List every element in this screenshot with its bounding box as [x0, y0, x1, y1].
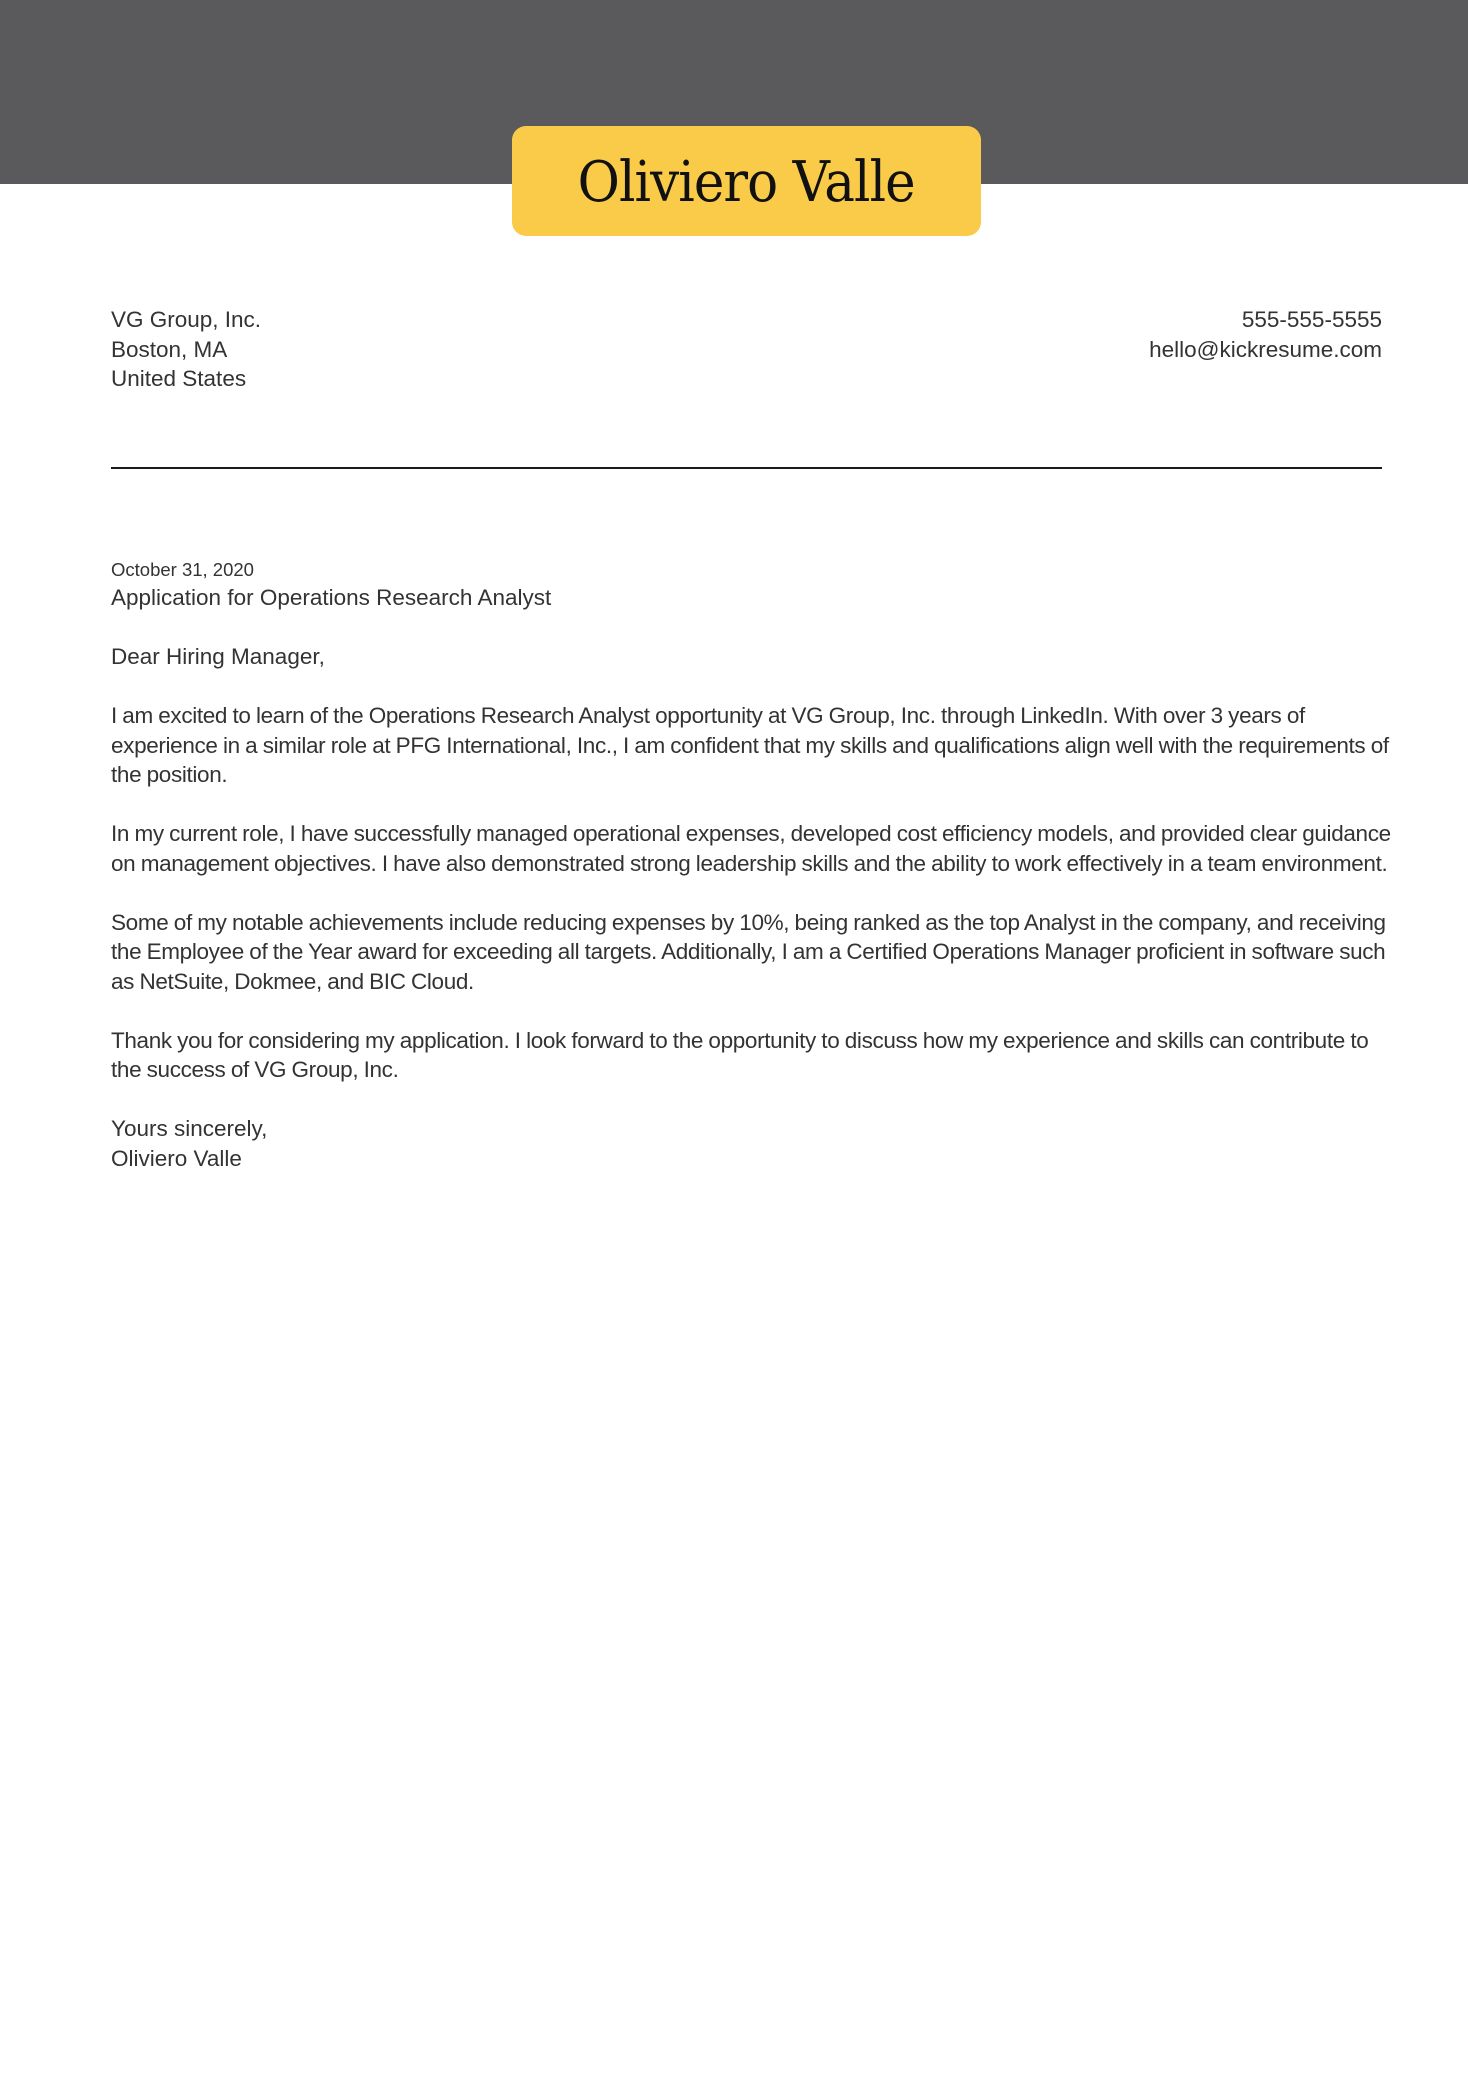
contact-info — [1149, 305, 1382, 364]
recipient-city: Boston, MA — [111, 336, 228, 362]
letter-body — [111, 557, 1391, 1173]
section-divider — [111, 467, 1382, 469]
contact-phone: 555-555-5555 — [1241, 307, 1382, 332]
letter-subject: Application for Operations Research Analyst — [111, 585, 552, 610]
recipient-company: VG Group, Inc. — [111, 307, 262, 332]
letter-paragraph: Thank you for considering my application. I look forward to the opportunity to discuss how my experience and skills can contribute to the success of VG Group, Inc. — [111, 1027, 1369, 1082]
contact-email: hello@kickresume.com — [1149, 336, 1382, 362]
letter-paragraph: Some of my notable achievements include reducing expenses by 10%, being ranked as the top Analyst in the company, and receiving the Employee of the Year award for exceeding all targets. Additionally, I am a Certified Operations Manager proficient in software such as NetSuite, Dokmee, and BIC Cloud. — [111, 909, 1386, 994]
letter-date: October 31, 2020 — [111, 559, 254, 580]
letter-salutation: Dear Hiring Manager, — [111, 644, 325, 669]
recipient-address — [111, 305, 261, 394]
name-badge — [512, 126, 981, 236]
applicant-name: Oliviero Valle — [577, 150, 916, 215]
letter-closing: Yours sincerely, — [111, 1116, 268, 1141]
letter-paragraph: I am excited to learn of the Operations Research Analyst opportunity at VG Group, Inc. through LinkedIn. With over 3 years of experience in a similar role at PFG International, Inc., I am confident that my skills and qualifications align well with the requirements of the position. — [111, 703, 1389, 787]
recipient-country: United States — [111, 366, 247, 391]
letter-paragraph: In my current role, I have successfully managed operational expenses, developed cost efficiency models, and provided clear guidance on management objectives. I have also demonstrated strong leadership skills and the ability to work effectively in a team environment. — [111, 821, 1391, 876]
letter-signature: Oliviero Valle — [111, 1145, 242, 1171]
